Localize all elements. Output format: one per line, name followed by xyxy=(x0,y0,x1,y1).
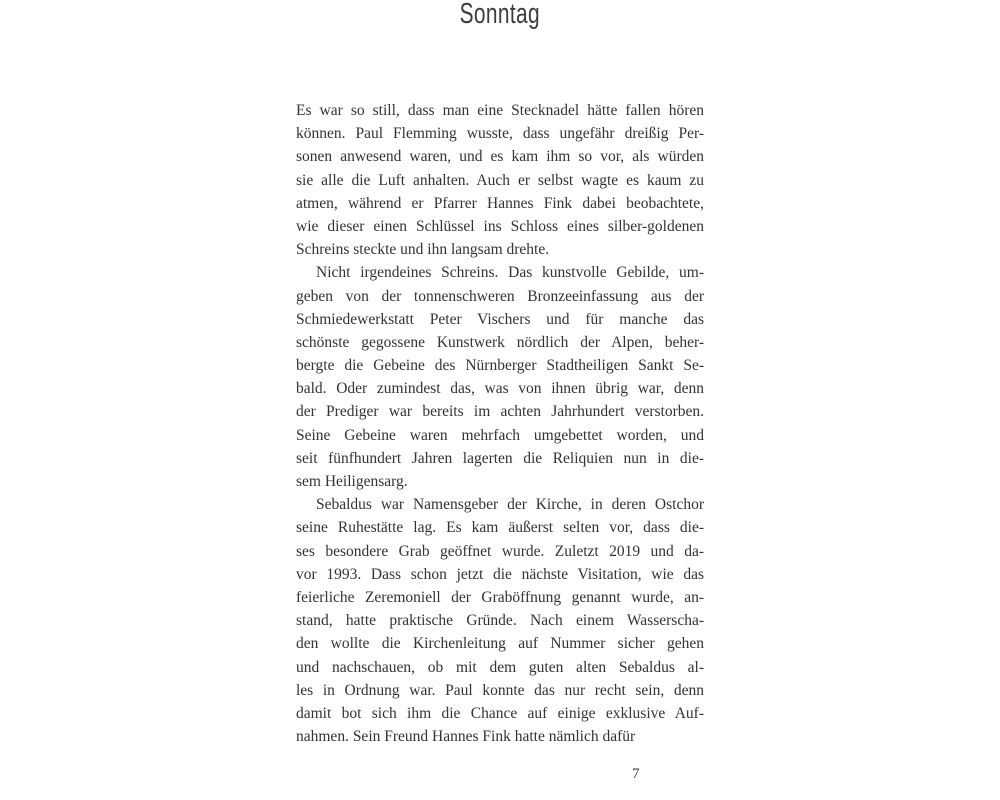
text-line: damit bot sich ihm die Chance auf einige exklusive Auf- xyxy=(296,704,704,722)
text-line: schönste gegossene Kunstwerk nördlich der Alpen, beher- xyxy=(296,333,704,351)
chapter-title-text: Sonntag xyxy=(459,0,541,30)
text-block xyxy=(296,99,704,748)
text-line: sem Heiligensarg. xyxy=(296,473,408,490)
text-line: vor 1993. Dass schon jetzt die nächste Visitation, wie das xyxy=(296,565,704,583)
text-line: feierliche Zeremoniell der Graböffnung genannt wurde, an- xyxy=(296,588,704,606)
page-number: 7 xyxy=(632,766,640,782)
text-line: seit fünfhundert Jahren lagerten die Reliquien nun in die- xyxy=(296,449,704,467)
text-line: sie alle die Luft anhalten. Auch er selbst wagte es kaum zu xyxy=(296,171,704,189)
text-line: Seine Gebeine waren mehrfach umgebettet worden, und xyxy=(296,426,704,444)
text-line: Schmiedewerkstatt Peter Vischers und für manche das xyxy=(296,310,704,328)
chapter-title xyxy=(296,0,704,31)
text-line: ses besondere Grab geöffnet wurde. Zuletzt 2019 und da- xyxy=(296,542,704,560)
paragraph xyxy=(296,493,704,748)
text-line: können. Paul Flemming wusste, dass ungefähr dreißig Per- xyxy=(296,125,704,143)
text-line: bergte die Gebeine des Nürnberger Stadtheiligen Sankt Se- xyxy=(296,357,704,375)
text-line: Sebaldus war Namensgeber der Kirche, in deren Ostchor xyxy=(316,496,704,514)
text-line: und nachschauen, ob mit dem guten alten Sebaldus al- xyxy=(296,658,704,676)
paragraph xyxy=(296,261,704,493)
text-line: Nicht irgendeines Schreins. Das kunstvolle Gebilde, um- xyxy=(316,264,704,282)
text-line: den wollte die Kirchenleitung auf Nummer sicher gehen xyxy=(296,635,704,653)
text-line: stand, hatte praktische Gründe. Nach einem Wasserscha- xyxy=(296,612,704,630)
text-line: nahmen. Sein Freund Hannes Fink hatte nämlich dafür xyxy=(296,728,636,746)
text-line: der Prediger war bereits im achten Jahrhundert verstorben. xyxy=(296,403,704,421)
text-line: sonen anwesend waren, und es kam ihm so vor, als würden xyxy=(296,148,704,166)
text-line: wie dieser einen Schlüssel ins Schloss eines silber-goldenen xyxy=(296,217,704,235)
text-line: geben von der tonnenschweren Bronzeeinfassung aus der xyxy=(296,287,704,305)
text-line: Es war so still, dass man eine Stecknadel hätte fallen hören xyxy=(296,102,704,119)
text-line: Schreins steckte und ihn langsam drehte. xyxy=(296,241,550,259)
text-line: seine Ruhestätte lag. Es kam äußerst selten vor, dass die- xyxy=(296,519,704,537)
text-line: atmen, während er Pfarrer Hannes Fink dabei beobachtete, xyxy=(296,194,704,212)
text-line: bald. Oder zumindest das, was von ihnen übrig war, denn xyxy=(296,380,704,398)
text-line: les in Ordnung war. Paul konnte das nur recht sein, denn xyxy=(296,681,704,699)
paragraph xyxy=(296,99,704,261)
